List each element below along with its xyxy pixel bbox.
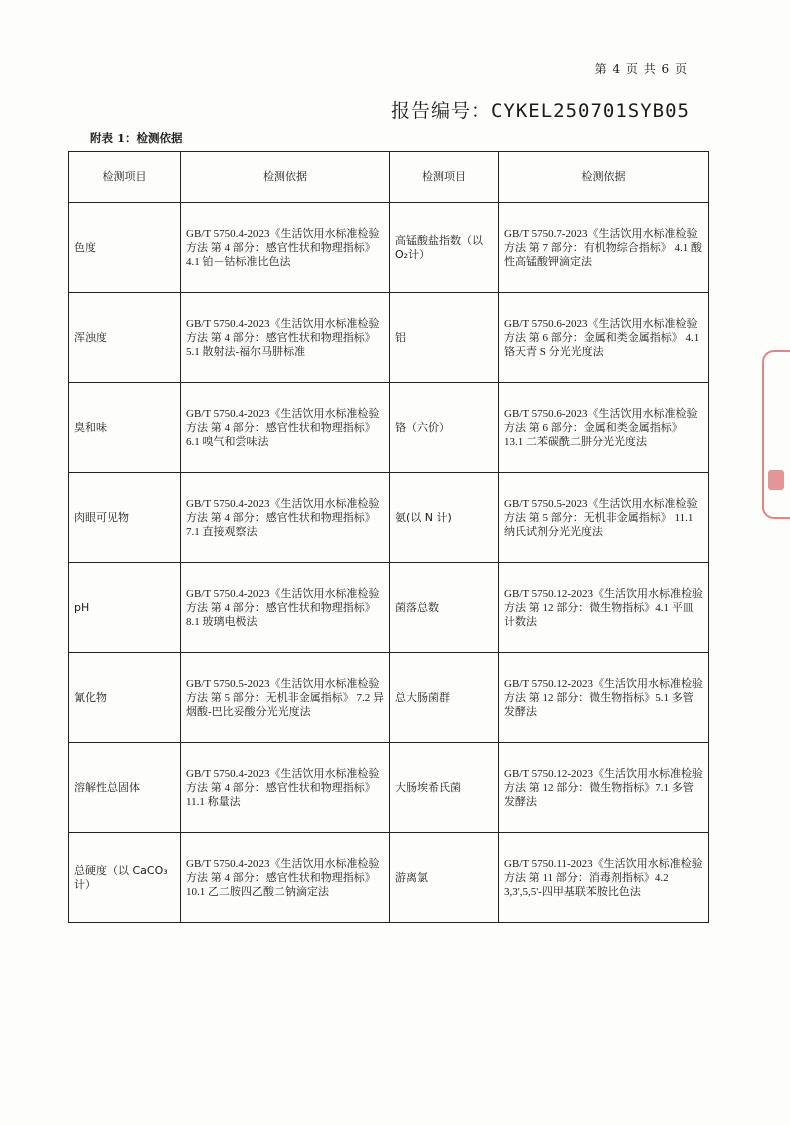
page-number: 第 4 页 共 6 页 xyxy=(594,62,688,76)
table-row xyxy=(69,833,709,923)
table-row xyxy=(69,293,709,383)
testing-basis-table xyxy=(68,151,709,923)
table-caption: 附表 1：检测依据 xyxy=(90,131,183,145)
test-item: 臭和味 xyxy=(69,383,181,473)
table-row xyxy=(69,473,709,563)
test-basis: GB/T 5750.4-2023《生活饮用水标准检验方法 第 4 部分：感官性状和物理指标》 8.1 玻璃电极法 xyxy=(181,563,390,653)
test-basis: GB/T 5750.4-2023《生活饮用水标准检验方法 第 4 部分：感官性状和物理指标》 11.1 称量法 xyxy=(181,743,390,833)
test-basis: GB/T 5750.11-2023《生活饮用水标准检验方法 第 11 部分：消毒剂指标》4.2 3,3',5,5'-四甲基联苯胺比色法 xyxy=(499,833,709,923)
test-item: 铬（六价） xyxy=(390,383,499,473)
test-item: 高锰酸盐指数（以O₂计） xyxy=(390,203,499,293)
test-basis: GB/T 5750.4-2023《生活饮用水标准检验方法 第 4 部分：感官性状和物理指标》 5.1 散射法-福尔马肼标准 xyxy=(181,293,390,383)
test-item: pH xyxy=(69,563,181,653)
test-item: 溶解性总固体 xyxy=(69,743,181,833)
column-header-basis: 检测依据 xyxy=(499,152,709,203)
table-row xyxy=(69,383,709,473)
table-row xyxy=(69,743,709,833)
test-item: 总硬度（以 CaCO₃计） xyxy=(69,833,181,923)
test-basis: GB/T 5750.5-2023《生活饮用水标准检验方法 第 5 部分：无机非金属指标》 11.1 纳氏试剂分光光度法 xyxy=(499,473,709,563)
column-header-item: 检测项目 xyxy=(69,152,181,203)
test-item: 氰化物 xyxy=(69,653,181,743)
table-row xyxy=(69,203,709,293)
test-basis: GB/T 5750.5-2023《生活饮用水标准检验方法 第 5 部分：无机非金属指标》 7.2 异烟酸-巴比妥酸分光光度法 xyxy=(181,653,390,743)
column-header-item: 检测项目 xyxy=(390,152,499,203)
test-item: 氨(以 N 计) xyxy=(390,473,499,563)
test-item: 大肠埃希氏菌 xyxy=(390,743,499,833)
test-basis: GB/T 5750.12-2023《生活饮用水标准检验方法 第 12 部分：微生物指标》7.1 多管发酵法 xyxy=(499,743,709,833)
table-row xyxy=(69,653,709,743)
test-item: 菌落总数 xyxy=(390,563,499,653)
table-header-row xyxy=(69,152,709,203)
test-basis: GB/T 5750.6-2023《生活饮用水标准检验方法 第 6 部分：金属和类金属指标》 13.1 二苯碳酰二肼分光光度法 xyxy=(499,383,709,473)
test-basis: GB/T 5750.4-2023《生活饮用水标准检验方法 第 4 部分：感官性状和物理指标》 10.1 乙二胺四乙酸二钠滴定法 xyxy=(181,833,390,923)
report-number-value: CYKEL250701SYB05 xyxy=(490,100,690,122)
report-number-label: 报告编号： xyxy=(390,100,491,122)
test-basis: GB/T 5750.4-2023《生活饮用水标准检验方法 第 4 部分：感官性状和物理指标》 6.1 嗅气和尝味法 xyxy=(181,383,390,473)
seal-stamp-edge xyxy=(762,350,790,519)
test-item: 浑浊度 xyxy=(69,293,181,383)
test-basis: GB/T 5750.7-2023《生活饮用水标准检验方法 第 7 部分：有机物综合指标》 4.1 酸性高锰酸钾滴定法 xyxy=(499,203,709,293)
test-basis: GB/T 5750.12-2023《生活饮用水标准检验方法 第 12 部分：微生物指标》5.1 多管发酵法 xyxy=(499,653,709,743)
report-number xyxy=(391,96,690,123)
test-item: 铝 xyxy=(390,293,499,383)
test-item: 肉眼可见物 xyxy=(69,473,181,563)
column-header-basis: 检测依据 xyxy=(181,152,390,203)
test-basis: GB/T 5750.4-2023《生活饮用水标准检验方法 第 4 部分：感官性状和物理指标》 7.1 直接观察法 xyxy=(181,473,390,563)
seal-stamp-mark xyxy=(768,470,784,490)
test-basis: GB/T 5750.12-2023《生活饮用水标准检验方法 第 12 部分：微生物指标》4.1 平皿计数法 xyxy=(499,563,709,653)
test-basis: GB/T 5750.4-2023《生活饮用水标准检验方法 第 4 部分：感官性状和物理指标》 4.1 铂－钴标准比色法 xyxy=(181,203,390,293)
test-item: 总大肠菌群 xyxy=(390,653,499,743)
table-row xyxy=(69,563,709,653)
test-basis: GB/T 5750.6-2023《生活饮用水标准检验方法 第 6 部分：金属和类金属指标》 4.1 铬天青 S 分光光度法 xyxy=(499,293,709,383)
test-item: 色度 xyxy=(69,203,181,293)
test-item: 游离氯 xyxy=(390,833,499,923)
